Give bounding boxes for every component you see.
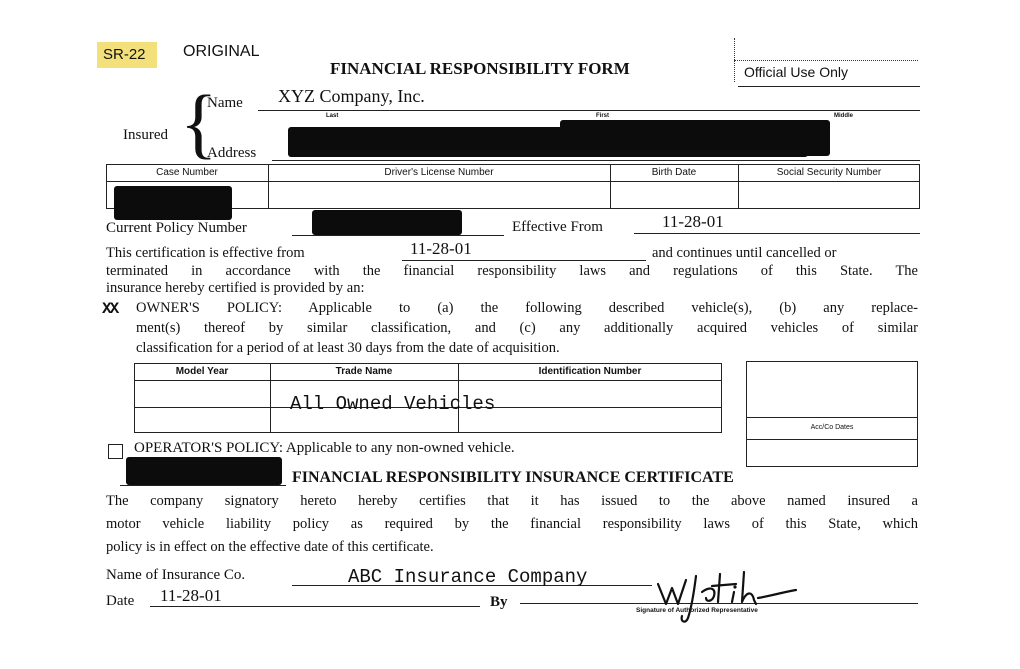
date-label: Date xyxy=(106,593,135,609)
owners-mark[interactable]: XX xyxy=(102,300,118,318)
date-underline xyxy=(150,606,480,607)
case-number-redaction xyxy=(114,186,232,220)
vehicle-header-year: Model Year xyxy=(175,366,229,377)
acc-dates-label: Acc/Co Dates xyxy=(810,424,854,431)
certificate-text-3: policy is in effect on the effective date of this certificate. xyxy=(106,539,434,555)
company-value: ABC Insurance Company xyxy=(348,566,588,588)
acc-dates-box xyxy=(746,361,918,467)
date-value: 11-28-01 xyxy=(160,586,222,605)
cert-date: 11-28-01 xyxy=(410,239,472,258)
policy-number-redaction xyxy=(312,210,462,235)
sr22-label: SR-22 xyxy=(103,46,146,63)
operators-checkbox[interactable] xyxy=(108,444,123,459)
address-redaction-2 xyxy=(560,120,830,156)
vehicle-header-vin: Identification Number xyxy=(538,366,642,377)
company-label: Name of Insurance Co. xyxy=(106,567,246,583)
certificate-text-2: motor vehicle liability policy as required by the financial responsibility laws of this State, which xyxy=(106,516,918,532)
insured-brace: { xyxy=(180,79,218,166)
cert-text-a: This certification is effective from xyxy=(106,245,305,261)
operators-text: OPERATOR'S POLICY: Applicable to any non-owned vehicle. xyxy=(134,440,515,456)
address-label: Address xyxy=(207,145,257,161)
id-header-ssn: Social Security Number xyxy=(776,167,882,178)
name-value: XYZ Company, Inc. xyxy=(278,86,425,106)
owners-text-1: OWNER'S POLICY: Applicable to (a) the following described vehicle(s), (b) any replace- xyxy=(136,300,918,316)
id-header-license: Driver's License Number xyxy=(384,167,494,178)
id-header-birth: Birth Date xyxy=(651,167,697,178)
last-hint: Last xyxy=(326,113,339,119)
id-header-case: Case Number xyxy=(156,167,218,178)
by-label: By xyxy=(490,594,508,610)
cert-text-b: and continues until cancelled or xyxy=(652,245,837,261)
first-hint: First xyxy=(596,113,610,119)
certificate-company-underline xyxy=(120,485,286,486)
vehicle-header-trade: Trade Name xyxy=(335,366,393,377)
name-label: Name xyxy=(207,95,243,111)
address-underline xyxy=(272,160,920,161)
current-policy-underline xyxy=(292,235,504,236)
effective-from-label: Effective From xyxy=(512,219,603,235)
middle-hint: Middle xyxy=(834,113,853,119)
vehicle-value: All Owned Vehicles xyxy=(290,393,496,415)
cert-date-underline xyxy=(402,260,646,261)
insured-label: Insured xyxy=(123,127,168,143)
certificate-title: FINANCIAL RESPONSIBILITY INSURANCE CERTIFICATE xyxy=(292,469,734,486)
name-underline xyxy=(258,110,920,111)
official-use-label: Official Use Only xyxy=(744,64,848,80)
owners-text-2: ment(s) thereof by similar classification, and (c) any additionally acquired vehicles of similar xyxy=(136,320,918,336)
effective-from-underline xyxy=(634,233,920,234)
signature-caption: Signature of Authorized Representative xyxy=(636,607,758,614)
effective-from-value: 11-28-01 xyxy=(662,212,724,231)
cert-text-3: insurance hereby certified is provided by an: xyxy=(106,280,365,296)
current-policy-label: Current Policy Number xyxy=(106,220,247,236)
certificate-text-1: The company signatory hereto hereby certifies that it has issued to the above named insured a xyxy=(106,493,918,509)
handwritten-signature xyxy=(650,562,810,628)
cert-text-2: terminated in accordance with the financial responsibility laws and regulations of this State. The xyxy=(106,263,918,279)
form-title: FINANCIAL RESPONSIBILITY FORM xyxy=(330,59,630,78)
original-label: ORIGINAL xyxy=(183,43,260,60)
certificate-company-redaction xyxy=(126,457,282,485)
owners-text-3: classification for a period of at least 30 days from the date of acquisition. xyxy=(136,340,560,356)
